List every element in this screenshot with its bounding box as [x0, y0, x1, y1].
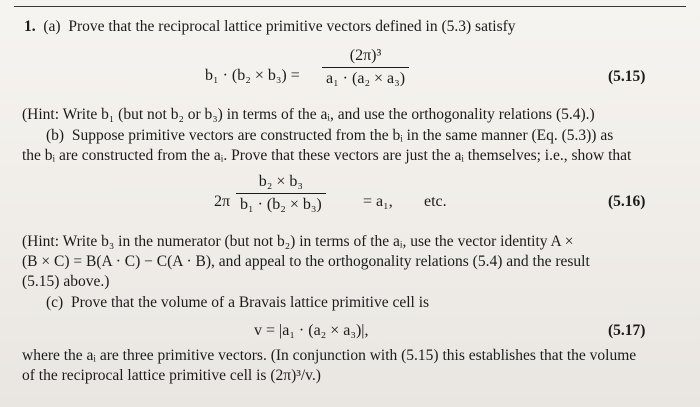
part-b-text: Suppose primitive vectors are constructed from the bᵢ in the same manner (Eq. (5.3)) as — [71, 127, 614, 144]
eq-5-16-denominator: b₁ · (b₂ × b₃) — [240, 196, 322, 213]
eq-5-17-number: (5.17) — [608, 322, 646, 339]
hint-b-line2: (B × C) = B(A · C) − C(A · B), and appeal to the orthogonality relations (5.4) and the result — [22, 253, 590, 270]
part-c-label: (c) — [46, 294, 64, 311]
part-a-line — [24, 18, 516, 36]
eq-5-16-coefficient: 2π — [214, 193, 231, 210]
part-b-line2: the bᵢ are constructed from the aᵢ. Prove that these vectors are just the aᵢ themselves; i.e., show that — [22, 147, 632, 164]
problem-number: 1. — [24, 18, 36, 35]
part-c-line3: of the reciprocal lattice primitive cell is (2π)³/v.) — [22, 367, 321, 384]
eq-5-17: v = |a₁ · (a₂ × a₃)|, — [254, 322, 369, 339]
hint-b-line1: (Hint: Write b₃ in the numerator (but not b₂) in terms of the aᵢ, use the vector identity A × — [22, 233, 574, 250]
eq-5-15-denominator: a₁ · (a₂ × a₃) — [326, 70, 406, 87]
eq-5-16-etc: etc. — [424, 193, 447, 210]
part-c-line1 — [46, 294, 429, 312]
eq-5-15-number: (5.15) — [608, 68, 646, 85]
part-a-label: (a) — [43, 18, 61, 35]
part-c-line2: where the aᵢ are three primitive vectors. (In conjunction with (5.15) this establishes that the volume — [22, 347, 637, 364]
part-b-line1 — [46, 127, 613, 145]
hint-b-line3: (5.15) above.) — [22, 273, 110, 290]
part-b-label: (b) — [46, 127, 65, 144]
eq-5-15-numerator: (2π)³ — [322, 47, 409, 68]
eq-5-16-fraction — [236, 173, 326, 214]
eq-5-16-numerator: b₂ × b₃ — [236, 173, 326, 194]
hint-a: (Hint: Write b₁ (but not b₂ or b₃) in terms of the aᵢ, and use the orthogonality relations (5.4).) — [22, 106, 595, 123]
eq-5-15-lhs: b₁ · (b₂ × b₃) = — [205, 67, 300, 84]
part-c-text: Prove that the volume of a Bravais lattice primitive cell is — [70, 294, 430, 311]
eq-5-16-rhs: = a₁, — [363, 193, 393, 210]
top-rule — [14, 6, 686, 7]
eq-5-16-number: (5.16) — [608, 193, 646, 210]
eq-5-15-fraction — [322, 47, 409, 88]
part-a-text: Prove that the reciprocal lattice primitive vectors defined in (5.3) satisfy — [68, 18, 516, 35]
